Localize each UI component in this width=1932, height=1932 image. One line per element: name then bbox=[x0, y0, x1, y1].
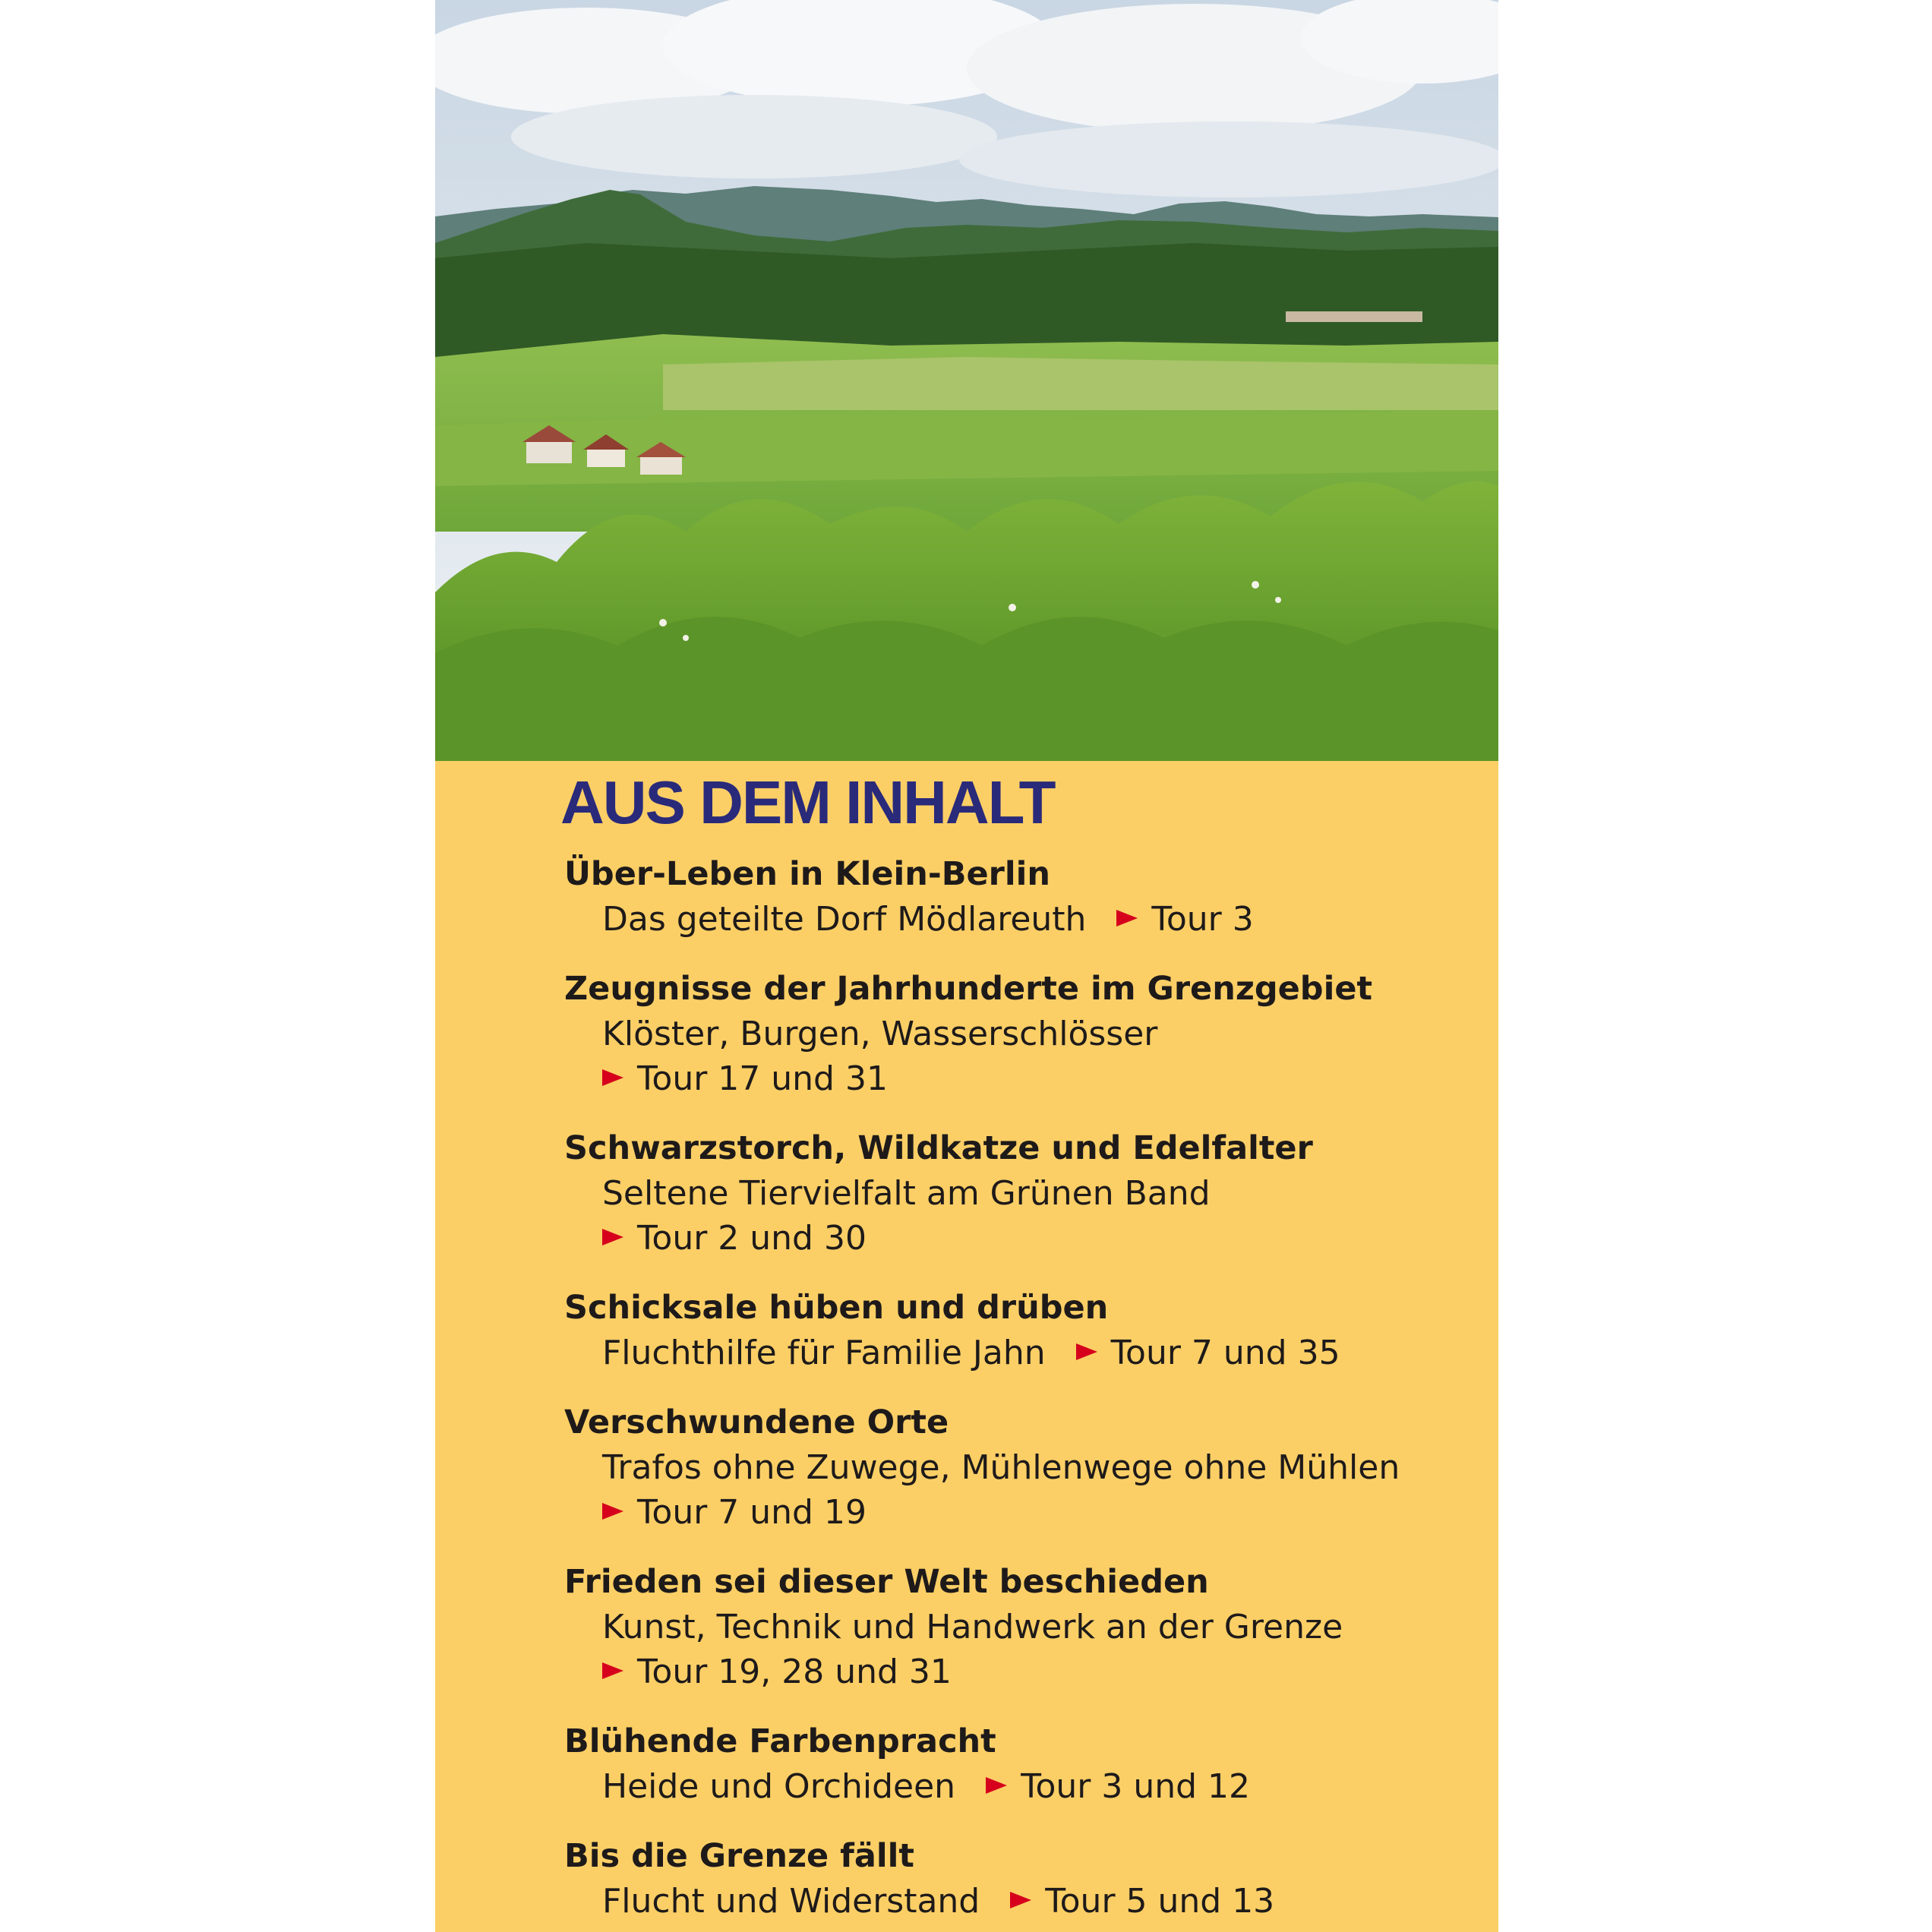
arrow-right-icon bbox=[602, 1069, 623, 1086]
entry-title: Über-Leben in Klein-Berlin bbox=[564, 855, 1050, 893]
entry-subtitle: Fluchthilfe für Familie Jahn bbox=[602, 1334, 1046, 1372]
entry-tour: Tour 17 und 31 bbox=[637, 1059, 888, 1098]
arrow-right-icon bbox=[602, 1229, 623, 1245]
list-item bbox=[564, 852, 1491, 942]
list-item bbox=[564, 1126, 1491, 1261]
entry-tour: Tour 2 und 30 bbox=[637, 1219, 867, 1258]
entry-subtitle-line bbox=[564, 1764, 1491, 1809]
entry-tour: Tour 7 und 19 bbox=[637, 1493, 867, 1532]
entry-title: Frieden sei dieser Welt beschieden bbox=[564, 1563, 1209, 1601]
entry-subtitle: Seltene Tiervielfalt am Grünen Band bbox=[602, 1174, 1211, 1213]
arrow-right-icon bbox=[602, 1662, 623, 1679]
list-item bbox=[564, 967, 1491, 1101]
entry-subtitle-line bbox=[564, 897, 1491, 942]
entry-tour: Tour 3 und 12 bbox=[1021, 1767, 1251, 1806]
entry-tour: Tour 3 bbox=[1151, 900, 1254, 939]
entry-tour-line bbox=[564, 1649, 1491, 1694]
entry-subtitle: Heide und Orchideen bbox=[602, 1767, 956, 1806]
arrow-right-icon bbox=[986, 1777, 1007, 1794]
entry-tour: Tour 7 und 35 bbox=[1110, 1334, 1340, 1372]
arrow-right-icon bbox=[1076, 1343, 1097, 1360]
entry-title: Zeugnisse der Jahrhunderte im Grenzgebiet bbox=[564, 970, 1373, 1008]
entry-title: Verschwundene Orte bbox=[564, 1403, 949, 1441]
arrow-right-icon bbox=[1010, 1892, 1031, 1908]
list-item bbox=[564, 1560, 1491, 1694]
landscape-photo-icon bbox=[435, 0, 1498, 761]
entry-subtitle-line bbox=[564, 1879, 1491, 1924]
arrow-right-icon bbox=[602, 1503, 623, 1520]
entry-tour-line bbox=[564, 1056, 1491, 1101]
entry-title: Bis die Grenze fällt bbox=[564, 1837, 914, 1875]
entry-subtitle: Flucht und Widerstand bbox=[602, 1882, 980, 1921]
entry-subtitle-line bbox=[564, 1331, 1491, 1375]
contents-heading: AUS DEM INHALT bbox=[560, 769, 1055, 836]
list-item bbox=[564, 1400, 1491, 1535]
entry-tour: Tour 19, 28 und 31 bbox=[637, 1653, 952, 1691]
contents-list bbox=[564, 852, 1491, 1932]
entry-subtitle: Das geteilte Dorf Mödlareuth bbox=[602, 900, 1087, 939]
arrow-right-icon bbox=[1116, 910, 1138, 927]
entry-tour: Tour 5 und 13 bbox=[1045, 1882, 1275, 1921]
list-item bbox=[564, 1719, 1491, 1809]
contents-section bbox=[435, 761, 1498, 1932]
book-back-cover bbox=[435, 0, 1498, 1932]
entry-title: Blühende Farbenpracht bbox=[564, 1722, 996, 1760]
entry-tour-line bbox=[564, 1490, 1491, 1535]
list-item bbox=[564, 1834, 1491, 1924]
entry-subtitle: Kunst, Technik und Handwerk an der Grenze bbox=[602, 1608, 1343, 1646]
entry-title: Schicksale hüben und drüben bbox=[564, 1289, 1109, 1327]
entry-subtitle: Trafos ohne Zuwege, Mühlenwege ohne Mühlen bbox=[602, 1448, 1400, 1487]
entry-tour-line bbox=[564, 1216, 1491, 1261]
entry-subtitle: Klöster, Burgen, Wasserschlösser bbox=[602, 1015, 1158, 1053]
entry-title: Schwarzstorch, Wildkatze und Edelfalter bbox=[564, 1129, 1313, 1167]
list-item bbox=[564, 1286, 1491, 1375]
landscape-photo bbox=[435, 0, 1498, 761]
